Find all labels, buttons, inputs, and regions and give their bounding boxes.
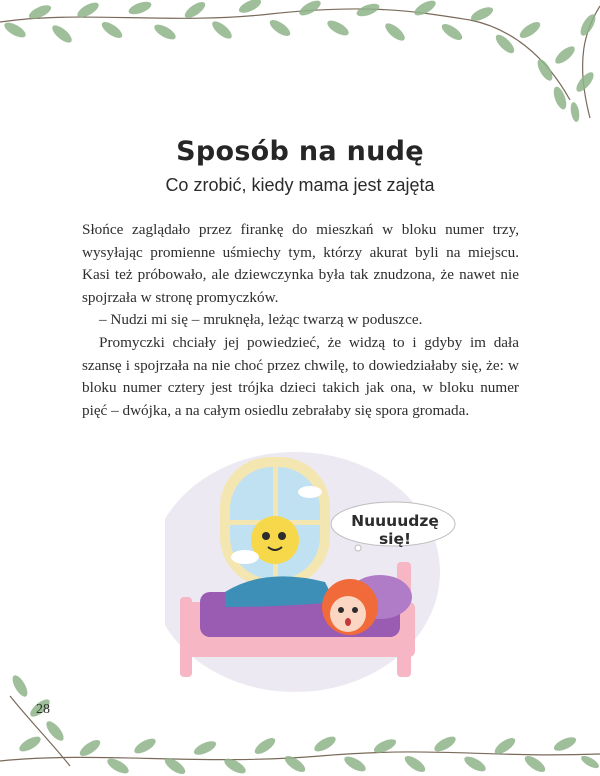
page-subtitle: Co zrobić, kiedy mama jest zajęta (165, 175, 435, 195)
paragraph-3: Promyczki chciały jej powiedzieć, że widzą to i gdyby im dała szansę i spojrzała na nie choć przez chwilę, to dowiedziałaby się, że: w bloku numer cztery jest trójka dzieci takich jak ona, w bloku numer pięć – dwójka, a na całym osiedlu zebrałaby się spora gromada. (82, 333, 519, 419)
page-number: 28 (36, 702, 50, 717)
girl-bored-in-bed-illustration (165, 432, 465, 694)
story-text (82, 219, 519, 422)
paragraph-1: Słońce zaglądało przez firankę do mieszkań w bloku numer trzy, wysyłając promienne uśmiechy tym, którzy akurat byli na miejscu. Kasi też próbowało, ale dziewczynka była tak znudzona, że nawet nie spojrzała w stronę promyczków. (82, 221, 519, 306)
speech-bubble-text: Nuuuudzę się! (351, 512, 439, 548)
leaf-garland-bottom-decoration (0, 666, 600, 776)
page-title: Sposób na nudę (176, 136, 424, 168)
paragraph-2: – Nudzi mi się – mruknęła, leżąc twarzą w poduszce. (99, 311, 423, 329)
leaf-garland-top-decoration (0, 0, 600, 125)
